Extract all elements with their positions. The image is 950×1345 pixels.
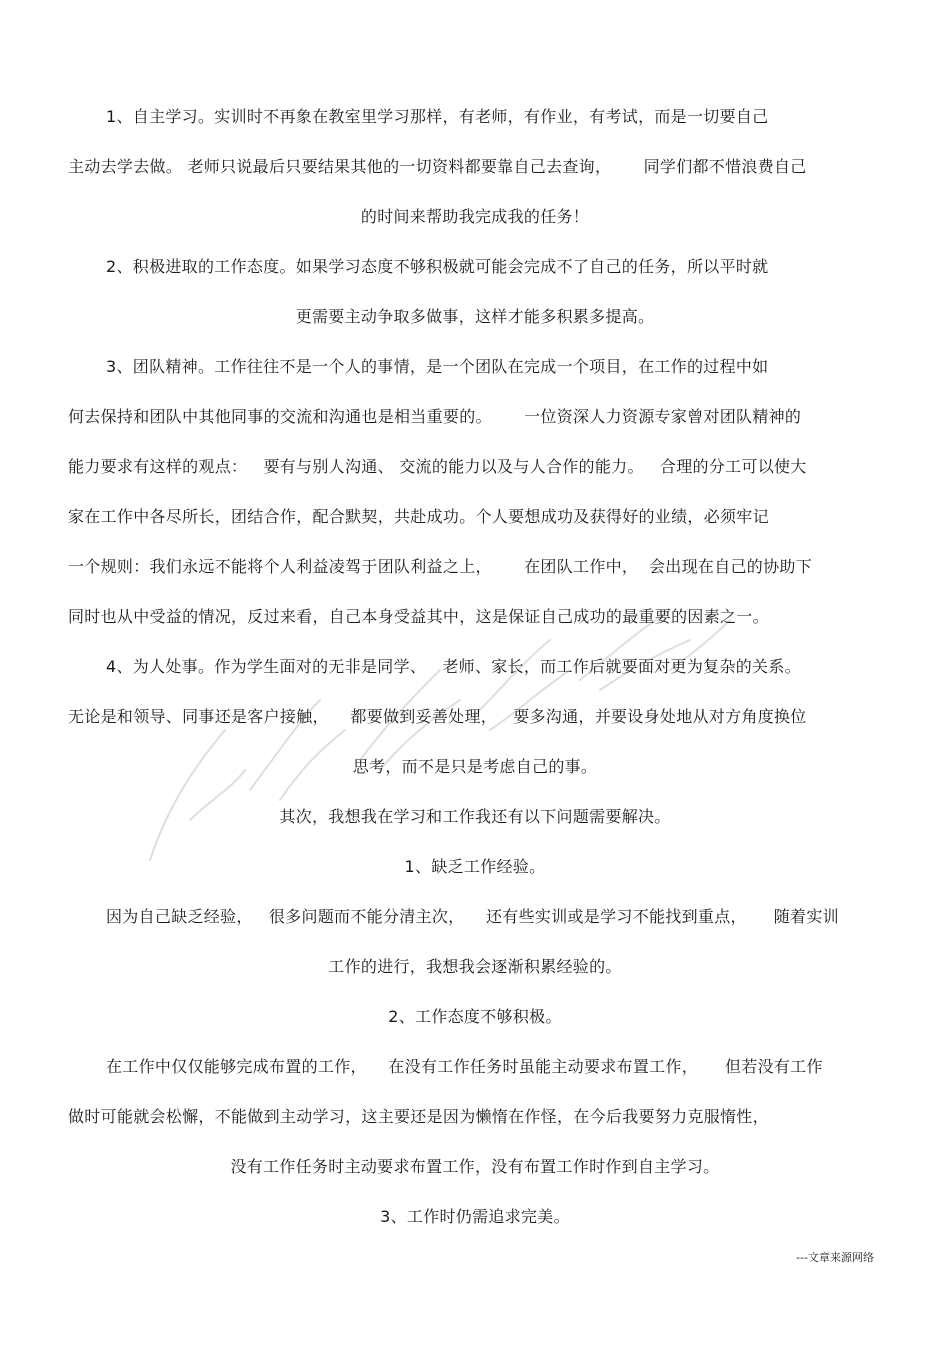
text-line-7: 何去保持和团队中其他同事的交流和沟通也是相当重要的。 一位资深人力资源专家曾对团队精神的 [68,407,802,426]
text-line-20: 在工作中仅仅能够完成布置的工作， 在没有工作任务时虽能主动要求布置工作， 但若没有工作 [106,1057,823,1076]
text-line-8: 能力要求有这样的观点： 要有与别人沟通、 交流的能力以及与人合作的能力。 合理的分工可以使大 [68,457,807,476]
text-line-10: 一个规则：我们永远不能将个人利益凌驾于团队利益之上， 在团队工作中， 会出现在自己的协助下 [68,557,812,576]
text-line-16: 1、缺乏工作经验。 [404,857,546,876]
text-line-19: 2、工作态度不够积极。 [388,1007,562,1026]
text-line-18: 工作的进行，我想我会逐渐积累经验的。 [328,957,622,976]
text-line-4: 2、积极进取的工作态度。如果学习态度不够积极就可能会完成不了自己的任务，所以平时就 [106,257,769,276]
text-line-14: 思考，而不是只是考虑自己的事。 [352,757,598,776]
source-footer: ---文章来源网络 [796,1251,874,1264]
text-line-21: 做时可能就会松懈，不能做到主动学习，这主要还是因为懒惰在作怪，在今后我要努力克服惰性， [68,1107,769,1126]
text-line-17: 因为自己缺乏经验， 很多问题而不能分清主次， 还有些实训或是学习不能找到重点， 随着实训 [106,907,839,926]
text-line-23: 3、工作时仍需追求完美。 [380,1207,570,1226]
text-line-11: 同时也从中受益的情况，反过来看，自己本身受益其中，这是保证自己成功的最重要的因素之一。 [68,607,769,626]
text-line-5: 更需要主动争取多做事，这样才能多积累多提高。 [295,307,655,326]
text-line-1: 1、自主学习。实训时不再象在教室里学习那样，有老师，有作业，有考试，而是一切要自己 [106,107,769,126]
text-line-12: 4、为人处事。作为学生面对的无非是同学、 老师、家长，而工作后就要面对更为复杂的关系。 [106,657,801,676]
text-line-9: 家在工作中各尽所长，团结合作，配合默契，共赴成功。个人要想成功及获得好的业绩，必须牢记 [68,507,769,526]
text-line-15: 其次，我想我在学习和工作我还有以下问题需要解决。 [279,807,671,826]
text-line-13: 无论是和领导、同事还是客户接触， 都要做到妥善处理， 要多沟通，并要设身处地从对方角度换位 [68,707,807,726]
text-line-22: 没有工作任务时主动要求布置工作，没有布置工作时作到自主学习。 [230,1157,720,1176]
text-line-2: 主动去学去做。 老师只说最后只要结果其他的一切资料都要靠自己去查询， 同学们都不惜浪费自己 [68,157,807,176]
text-line-3: 的时间来帮助我完成我的任务！ [360,207,590,226]
text-line-6: 3、团队精神。工作往往不是一个人的事情，是一个团队在完成一个项目，在工作的过程中如 [106,357,769,376]
